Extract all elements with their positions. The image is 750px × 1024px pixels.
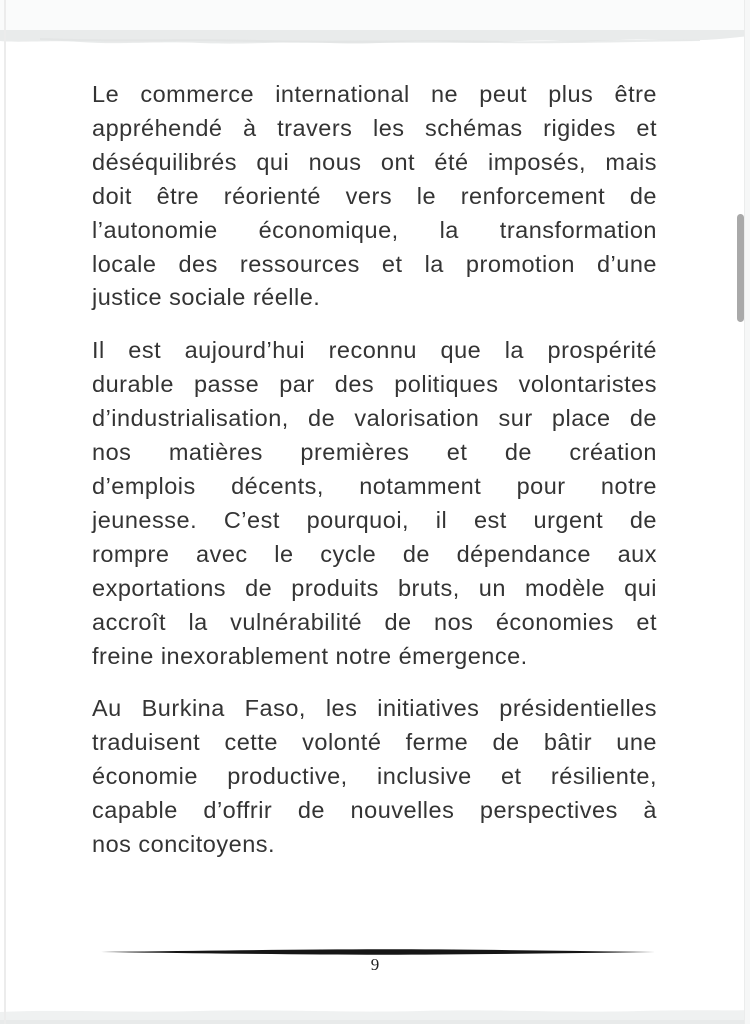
paragraph-1 [92, 78, 657, 315]
text-line: freine inexorablement notre émergence. [92, 642, 528, 669]
text-line: déséquilibrés qui nous ont été imposés, mais [92, 148, 657, 175]
text-line: exportations de produits bruts, un modèle qui [92, 574, 657, 601]
scrollbar-thumb[interactable] [737, 214, 744, 322]
text-line: Le commerce international ne peut plus être [92, 81, 657, 107]
text-line: Au Burkina Faso, les initiatives présidentielles [92, 695, 657, 722]
text-line: d’industrialisation, de valorisation sur place de [92, 405, 657, 432]
text-line: doit être réorienté vers le renforcement de [92, 182, 657, 209]
text-line: jeunesse. C’est pourquoi, il est urgent de [92, 506, 657, 533]
page-left-edge [4, 0, 6, 1024]
page-number: 9 [370, 955, 380, 974]
text-line: justice sociale réelle. [92, 284, 321, 311]
paragraph-3 [92, 692, 657, 862]
scan-shadow-top [0, 0, 750, 50]
text-line: nos matières premières et de création [92, 439, 657, 466]
text-line: accroît la vulnérabilité de nos économies et [92, 608, 657, 635]
text-line: d’emplois décents, notamment pour notre [92, 472, 657, 499]
text-line: appréhendé à travers les schémas rigides et [92, 114, 657, 141]
scan-shadow-bottom [0, 1004, 750, 1024]
text-line: capable d’offrir de nouvelles perspectives à [92, 797, 657, 824]
text-line: durable passe par des politiques volontaristes [92, 371, 657, 398]
scrollbar-track[interactable] [744, 0, 750, 1024]
text-line: traduisent cette volonté ferme de bâtir une [92, 729, 657, 756]
text-line: l’autonomie économique, la transformation [92, 216, 657, 243]
page-text [92, 78, 657, 862]
text-line: économie productive, inclusive et résiliente, [92, 763, 657, 790]
text-line: Il est aujourd’hui reconnu que la prospérité [92, 337, 657, 364]
text-line: locale des ressources et la promotion d’une [92, 250, 657, 277]
paragraph-2 [92, 334, 657, 673]
text-line: rompre avec le cycle de dépendance aux [92, 540, 657, 567]
text-line: nos concitoyens. [92, 831, 276, 858]
